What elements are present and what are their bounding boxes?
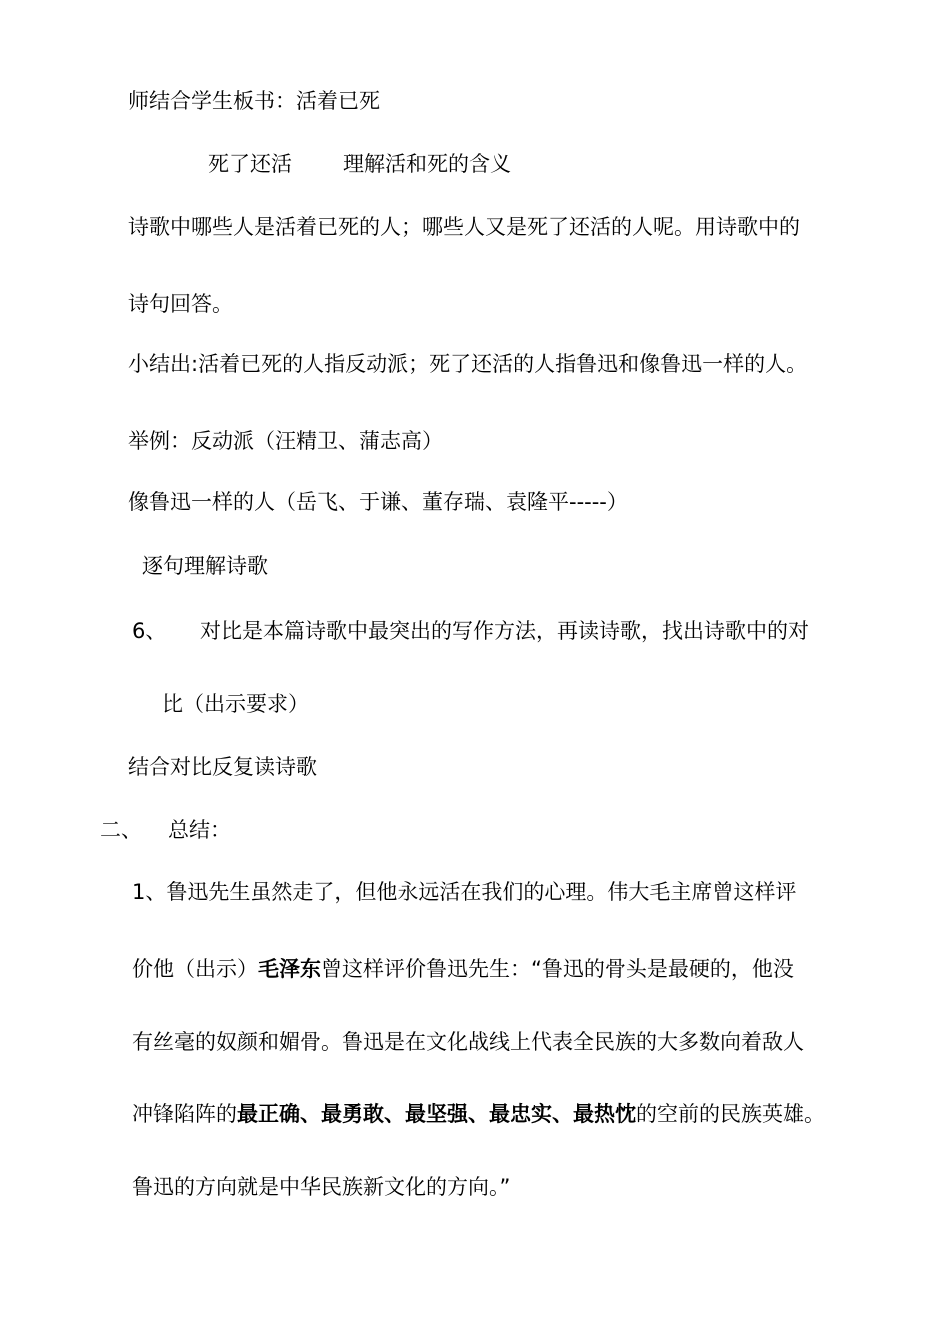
text-line-lu-xun-5: 鲁迅的方向就是中华民族新文化的方向。”: [132, 1175, 511, 1199]
text-line-summary: 小结出:活着已死的人指反动派；死了还活的人指鲁迅和像鲁迅一样的人。: [128, 352, 808, 376]
text-line-understand-meaning: 理解活和死的含义: [343, 152, 511, 176]
text-span-mao: 毛泽东: [258, 957, 321, 981]
text-line-lu-xun-1: 1、鲁迅先生虽然走了，但他永远活在我们的心理。伟大毛主席曾这样评: [132, 880, 797, 904]
text-line-reread: 结合对比反复读诗歌: [128, 755, 317, 779]
text-line-line-by-line: 逐句理解诗歌: [142, 554, 268, 578]
text-line-example-heroes: 像鲁迅一样的人（岳飞、于谦、董存瑞、袁隆平-----）: [128, 490, 628, 514]
text-line-lu-xun-2: [132, 955, 794, 983]
section-heading-summary: 总结：: [168, 818, 231, 842]
item-number-6: 6、: [132, 619, 167, 643]
text-line-answer-with-lines: 诗句回答。: [128, 292, 233, 316]
text-line-question: 诗歌中哪些人是活着已死的人；哪些人又是死了还活的人呢。用诗歌中的: [128, 215, 800, 239]
text-span-superlatives: 最正确、最勇敢、最坚强、最忠实、最热忱: [237, 1102, 636, 1126]
text-line-teacher-board: 师结合学生板书：活着已死: [128, 89, 380, 113]
text-line-example-reactionaries: 举例：反动派（汪精卫、蒲志高）: [128, 429, 443, 453]
text-line-lu-xun-3: 有丝毫的奴颜和媚骨。鲁迅是在文化战线上代表全民族的大多数向着敌人: [132, 1030, 804, 1054]
text-span-quote-start: 曾这样评价鲁迅先生：“鲁迅的骨头是最硬的，他没: [321, 957, 794, 981]
text-line-dead-alive: 死了还活: [208, 152, 292, 176]
text-line-lu-xun-4: [132, 1100, 825, 1128]
text-span-show: 价他（出示）: [132, 957, 258, 981]
text-span-charge: 冲锋陷阵的: [132, 1102, 237, 1126]
text-line-contrast: 对比是本篇诗歌中最突出的写作方法，再读诗歌，找出诗歌中的对: [200, 619, 809, 643]
text-line-contrast-cont: 比（出示要求）: [162, 692, 309, 716]
text-span-hero: 的空前的民族英雄。: [636, 1102, 825, 1126]
section-number-2: 二、: [100, 818, 142, 842]
